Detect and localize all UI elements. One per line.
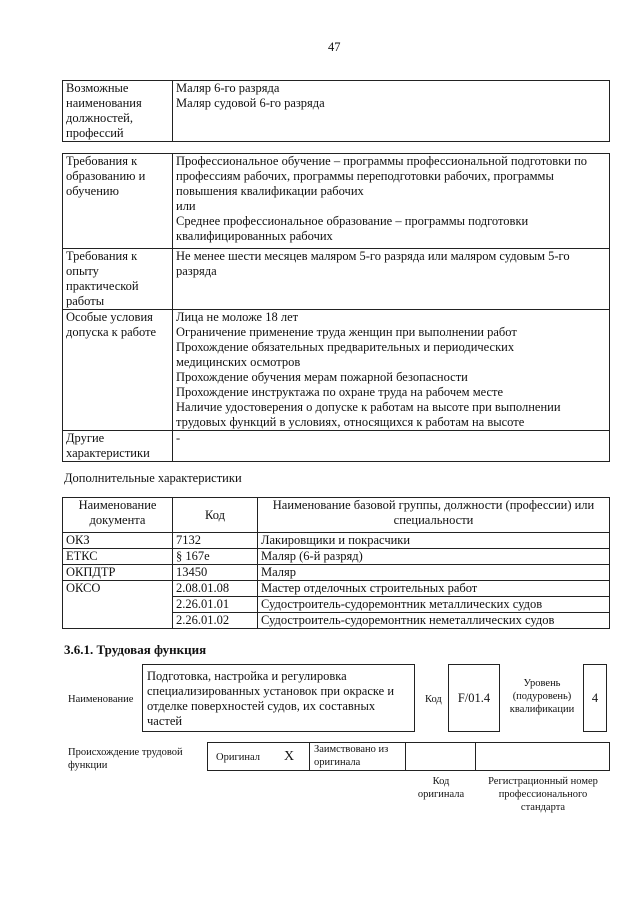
text-line: Наличие удостоверения о допуске к работам на высоте при выполнении — [176, 400, 561, 414]
cell-document: ОКЗ — [63, 533, 173, 549]
text-line: наименования — [66, 96, 142, 110]
reg-number-cell — [475, 742, 610, 771]
code-label: Код — [425, 694, 442, 705]
text-line: образованию и — [66, 169, 146, 183]
text-line: Прохождение обучения мерам пожарной безопасности — [176, 370, 468, 384]
text-line: повышения квалификации рабочих — [176, 184, 364, 198]
text-line: должностей, — [66, 111, 133, 125]
level-label: Уровень (подуровень) квалификации — [509, 678, 575, 715]
table-row — [63, 431, 610, 462]
text-line: работы — [66, 294, 105, 308]
text-line: Требования к — [66, 249, 138, 263]
text-line: Профессиональное обучение – программы профессиональной подготовки по — [176, 154, 588, 168]
possible-titles-table — [62, 80, 610, 142]
cell-code: 13450 — [173, 565, 258, 581]
row-label — [63, 154, 173, 249]
reg-number-caption: Регистрационный номер профессионального стандарта — [488, 776, 598, 813]
text-line: Особые условия — [66, 310, 153, 324]
table-row — [63, 249, 610, 310]
text-line: или — [176, 199, 196, 213]
row-label — [63, 81, 173, 142]
function-name-box: Подготовка, настройка и регулировка специализированных установок при окраске и отделке поверхностей судов, их составных частей — [142, 664, 415, 732]
table-row — [63, 581, 610, 597]
text-line: разряда — [176, 264, 217, 278]
row-value — [173, 249, 610, 310]
additional-characteristics-title: Дополнительные характеристики — [64, 471, 242, 485]
row-label — [63, 431, 173, 462]
cell-name: Лакировщики и покрасчики — [258, 533, 610, 549]
table-row — [63, 533, 610, 549]
text-line: Прохождение обязательных предварительных и периодических — [176, 340, 515, 354]
text-line: Требования к — [66, 154, 138, 168]
cell-document: ЕТКС — [63, 549, 173, 565]
borrowed-cell: Заимствовано из оригинала — [309, 742, 406, 771]
table-row — [63, 565, 610, 581]
text-line: Среднее профессиональное образование – программы подготовки — [176, 214, 529, 228]
text-line: профессиям рабочих, программы переподготовки рабочих, программы — [176, 169, 554, 183]
table-row — [63, 310, 610, 431]
row-value — [173, 154, 610, 249]
table-row — [63, 154, 610, 249]
row-value — [173, 431, 610, 462]
text-line: профессий — [66, 126, 124, 140]
row-value — [173, 310, 610, 431]
cell-code: 2.26.01.01 — [173, 597, 258, 613]
text-line: трудовых функций в условиях, относящихся к работам на высоте — [176, 415, 525, 429]
text-line: медицинских осмотров — [176, 355, 301, 369]
cell-document: ОКСО — [63, 581, 173, 629]
origin-code-caption: Код оригинала — [417, 776, 465, 800]
additional-characteristics-table — [62, 497, 610, 629]
text-line: Маляр судовой 6-го разряда — [176, 96, 325, 110]
origin-code-cell — [405, 742, 476, 771]
header-code: Код — [173, 498, 258, 533]
cell-name: Судостроитель-судоремонтник неметаллических судов — [258, 613, 610, 629]
row-label — [63, 249, 173, 310]
original-label: Оригинал — [216, 752, 260, 763]
cell-code: 2.08.01.08 — [173, 581, 258, 597]
row-label — [63, 310, 173, 431]
text-line: Прохождение инструктажа по охране труда на рабочем месте — [176, 385, 504, 399]
text-line: Ограничение применение труда женщин при выполнении работ — [176, 325, 517, 339]
text-line: обучению — [66, 184, 119, 198]
cell-code: § 167е — [173, 549, 258, 565]
text-line: квалифицированных рабочих — [176, 229, 333, 243]
row-value — [173, 81, 610, 142]
text-line: характеристики — [66, 446, 150, 460]
original-cell — [207, 742, 310, 771]
text-line: Маляр 6-го разряда — [176, 81, 280, 95]
text-line: Возможные — [66, 81, 129, 95]
header-name: Наименование базовой группы, должности (профессии) или специальности — [258, 498, 610, 533]
function-code-box: F/01.4 — [448, 664, 500, 732]
origin-label: Происхождение трудовой функции — [68, 747, 183, 771]
cell-code: 2.26.01.02 — [173, 613, 258, 629]
cell-name: Мастер отделочных строительных работ — [258, 581, 610, 597]
header-document: Наименование документа — [63, 498, 173, 533]
text-line: Лица не моложе 18 лет — [176, 310, 299, 324]
text-line: практической — [66, 279, 139, 293]
level-box: 4 — [583, 664, 607, 732]
cell-name: Маляр — [258, 565, 610, 581]
cell-name: Судостроитель-судоремонтник металлических судов — [258, 597, 610, 613]
requirements-table — [62, 153, 610, 462]
section-heading: 3.6.1. Трудовая функция — [64, 642, 207, 657]
text-line: Не менее шести месяцев маляром 5-го разряда или маляром судовым 5-го — [176, 249, 570, 263]
cell-name: Маляр (6-й разряд) — [258, 549, 610, 565]
cell-document: ОКПДТР — [63, 565, 173, 581]
cell-code: 7132 — [173, 533, 258, 549]
text-line: Другие — [66, 431, 105, 445]
name-label: Наименование — [68, 694, 134, 705]
original-mark: X — [284, 749, 295, 764]
text-line: допуска к работе — [66, 325, 157, 339]
page-number: 47 — [328, 40, 341, 54]
table-row — [63, 549, 610, 565]
text-line: опыту — [66, 264, 99, 278]
text-line: - — [176, 431, 181, 445]
